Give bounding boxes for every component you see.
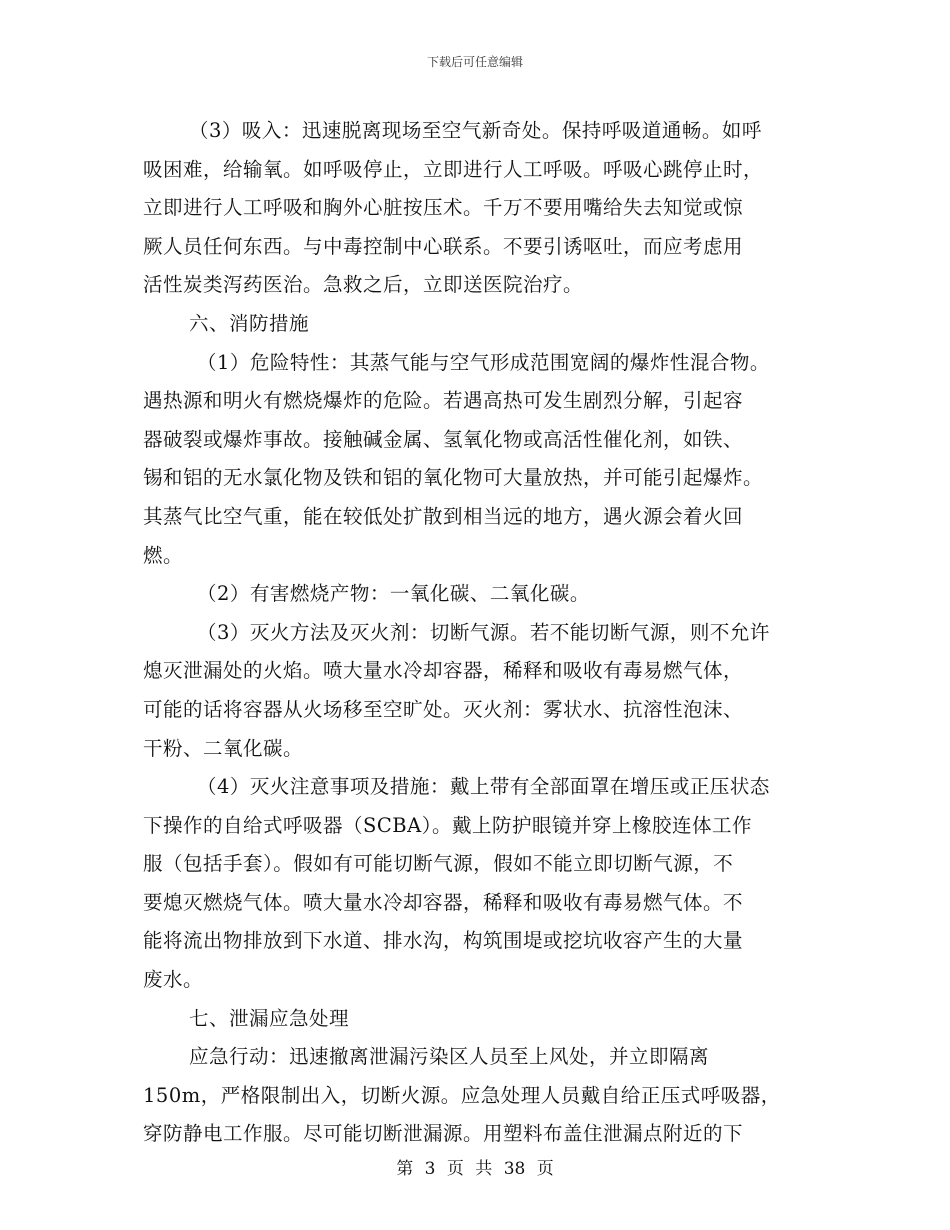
text-line: 立即进行人工呼吸和胸外心脏按压术。千万不要用嘴给失去知觉或惊: [143, 196, 744, 220]
page-number: 第 3 页 共 38 页: [396, 1159, 554, 1179]
document-body: [143, 112, 807, 1154]
text-line: 吸困难，给输氧。如呼吸停止，立即进行人工呼吸。呼吸心跳停止时，: [143, 157, 764, 181]
text-line: 能将流出物排放到下水道、排水沟，构筑围堤或挖坑收容产生的大量: [143, 929, 744, 953]
text-line: 下操作的自给式呼吸器（SCBA）。戴上防护眼镜并穿上橡胶连体工作: [143, 813, 752, 837]
text-line: 可能的话将容器从火场移至空旷处。灭火剂：雾状水、抗溶性泡沫、: [143, 697, 744, 721]
text-line: 废水。: [143, 968, 204, 992]
text-line: （3）灭火方法及灭火剂：切断气源。若不能切断气源，则不允许: [197, 620, 770, 644]
section-heading: 六、消防措施: [189, 311, 310, 335]
text-line: 遇热源和明火有燃烧爆炸的危险。若遇高热可发生剧烈分解，引起容: [143, 389, 744, 413]
text-line: 活性炭类泻药医治。急救之后，立即送医院治疗。: [143, 273, 584, 297]
text-line: 燃。: [143, 543, 184, 567]
text-line: 厥人员任何东西。与中毒控制中心联系。不要引诱呕吐，而应考虑用: [143, 234, 744, 258]
text-line: 其蒸气比空气重，能在较低处扩散到相当远的地方，遇火源会着火回: [143, 504, 744, 528]
text-line: 应急行动：迅速撤离泄漏污染区人员至上风处，并立即隔离: [189, 1045, 710, 1069]
text-line: 穿防静电工作服。尽可能切断泄漏源。用塑料布盖住泄漏点附近的下: [143, 1122, 744, 1146]
text-line: 要熄灭燃烧气体。喷大量水冷却容器，稀释和吸收有毒易燃气体。不: [143, 890, 744, 914]
page-header: 下载后可任意编辑: [426, 55, 523, 69]
text-line: （4）灭火注意事项及措施：戴上带有全部面罩在增压或正压状态: [197, 775, 770, 799]
text-line: 150m，严格限制出入，切断火源。应急处理人员戴自给正压式呼吸器，: [143, 1083, 781, 1107]
text-line: 器破裂或爆炸事故。接触碱金属、氢氧化物或高活性催化剂，如铁、: [143, 427, 744, 451]
text-line: （3）吸入：迅速脱离现场至空气新奇处。保持呼吸道通畅。如呼: [189, 119, 762, 142]
text-line: 服（包括手套）。假如有可能切断气源，假如不能立即切断气源，不: [143, 852, 734, 876]
text-line: （1）危险特性：其蒸气能与空气形成范围宽阔的爆炸性混合物。: [197, 350, 770, 374]
text-line: 熄灭泄漏处的火焰。喷大量水冷却容器，稀释和吸收有毒易燃气体，: [143, 659, 744, 683]
text-line: 干粉、二氧化碳。: [143, 736, 304, 760]
text-line: 锡和铝的无水氯化物及铁和铝的氧化物可大量放热，并可能引起爆炸。: [143, 466, 764, 490]
section-heading: 七、泄漏应急处理: [189, 1006, 350, 1030]
text-line: （2）有害燃烧产物：一氧化碳、二氧化碳。: [197, 582, 590, 606]
